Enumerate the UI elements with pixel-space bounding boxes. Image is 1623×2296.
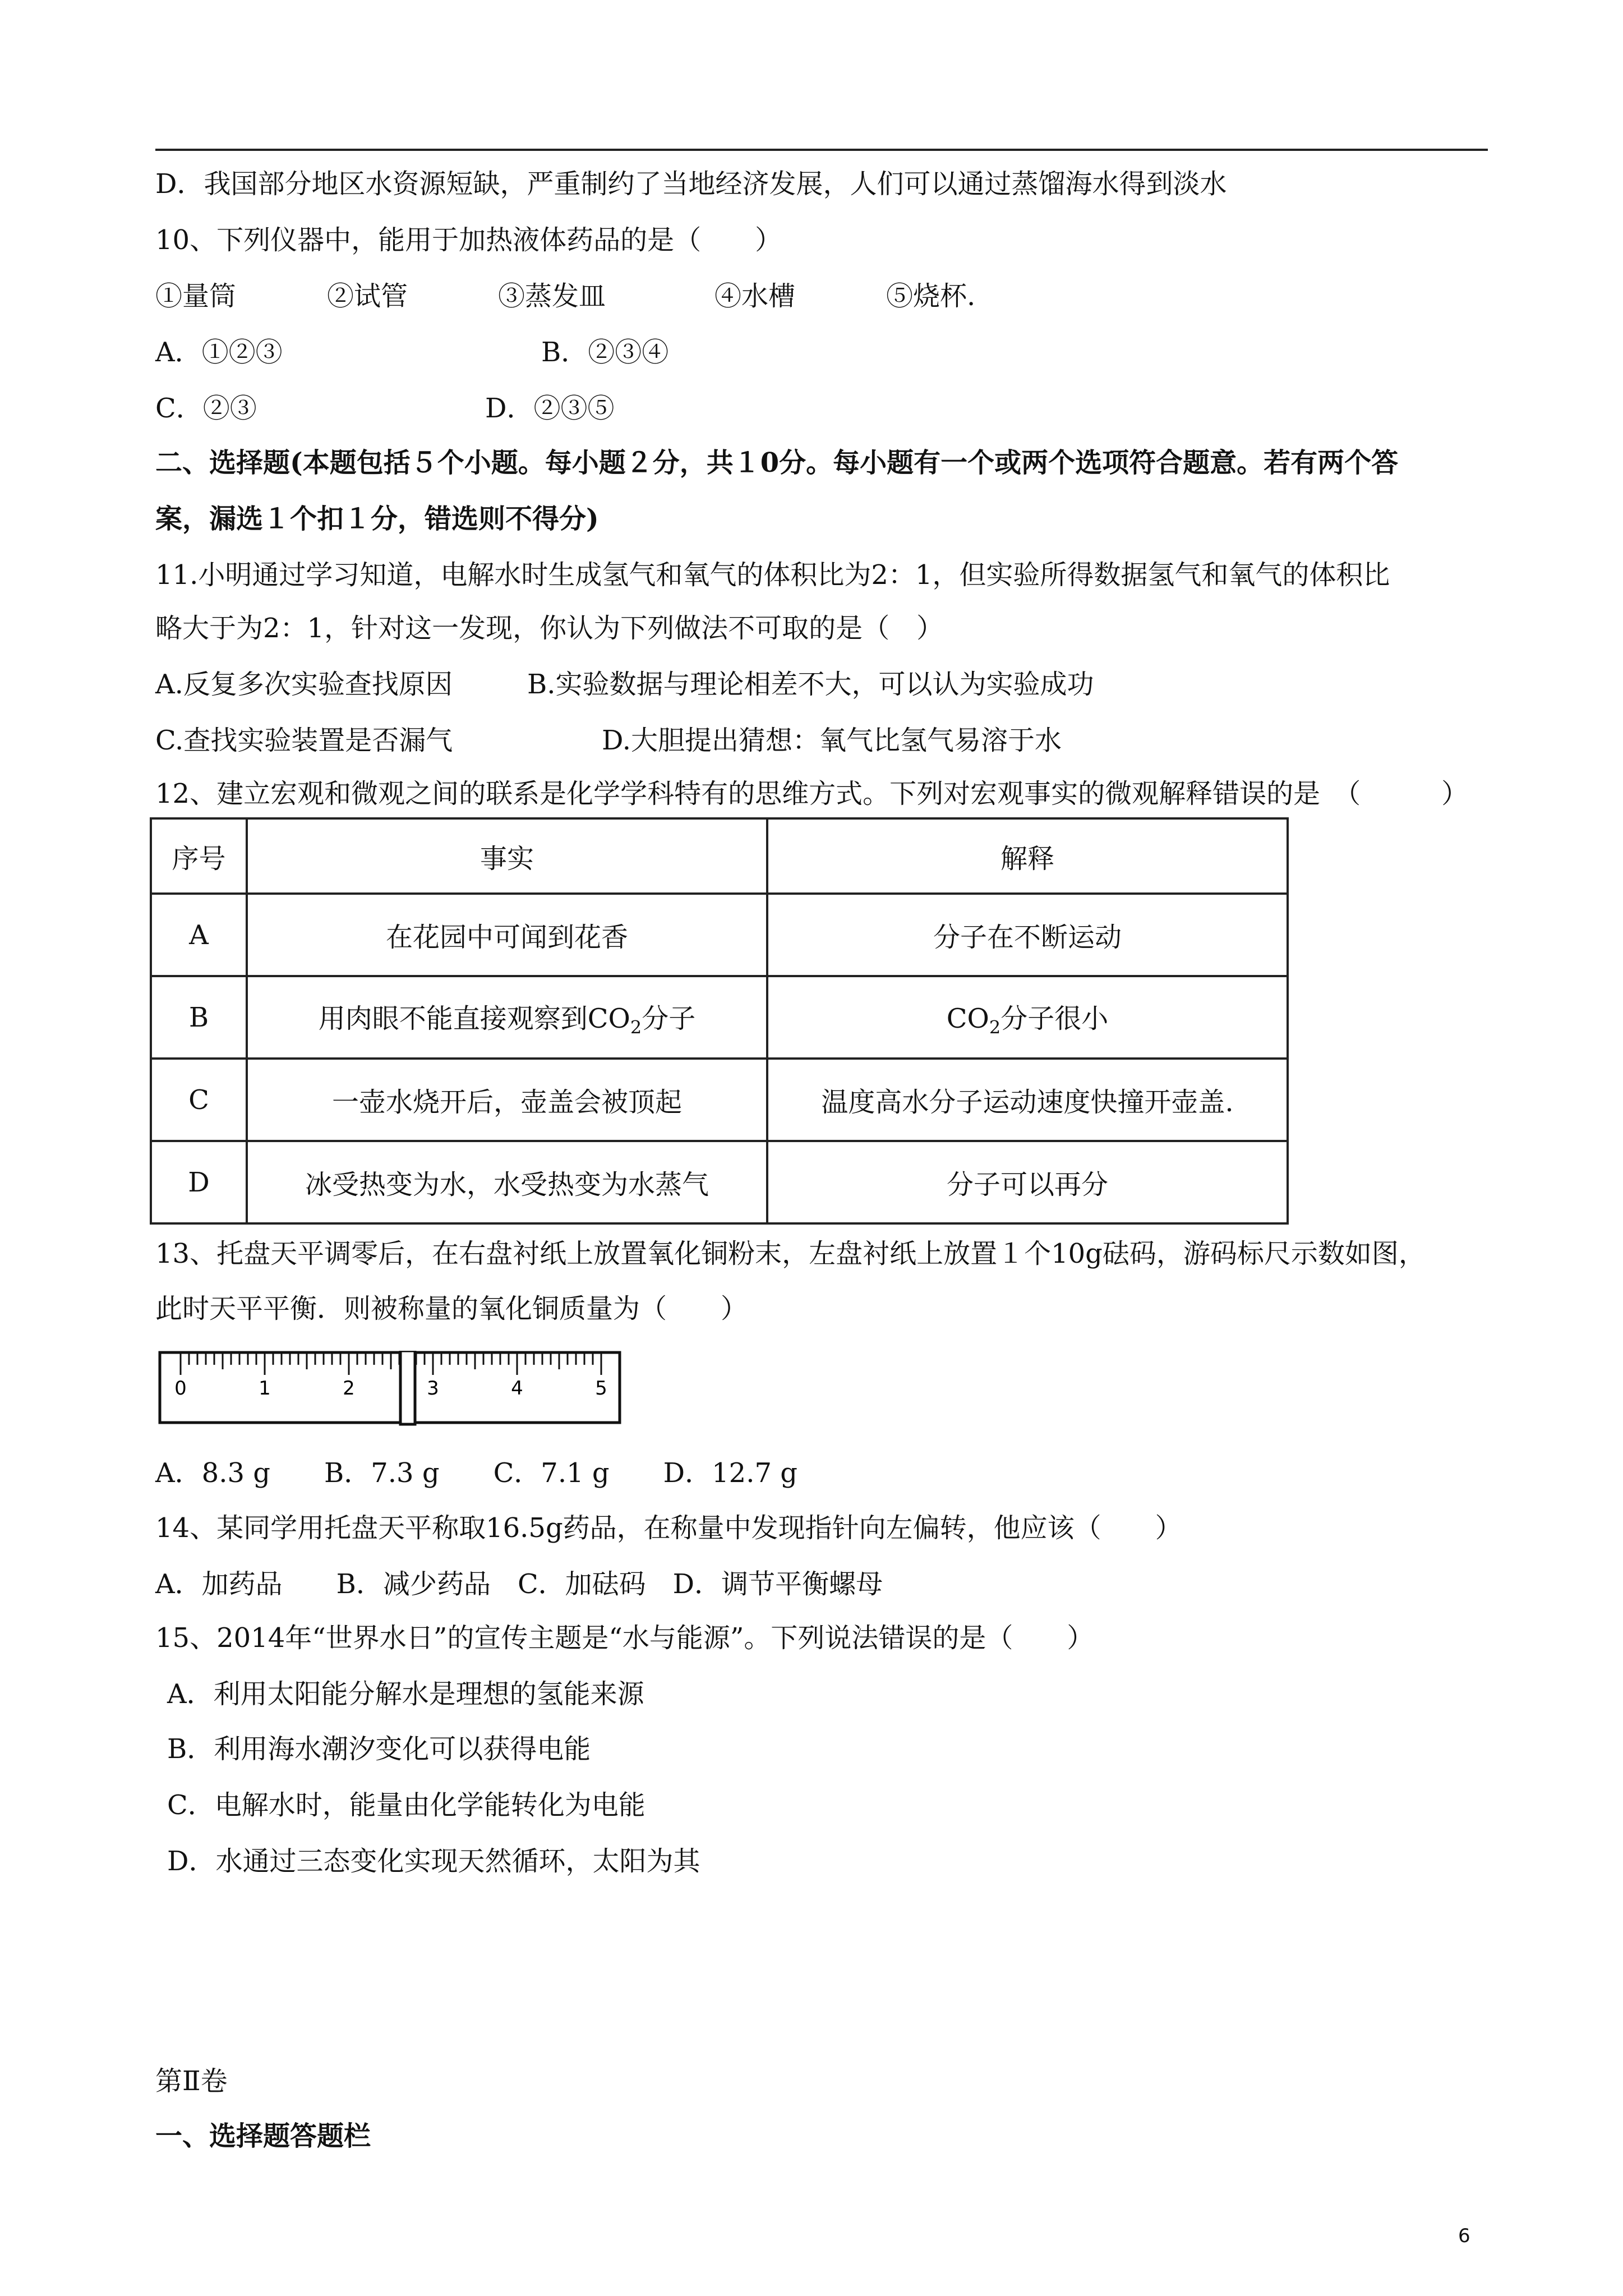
header-explain: 解释	[767, 818, 1288, 894]
q11-option-c: C.查找实验装置是否漏气	[155, 725, 453, 756]
row-a-no: A	[151, 894, 247, 976]
rider-scale-ruler	[158, 1351, 624, 1427]
q15-stem: 15、2014年“世界水日”的宣传主题是“水与能源”。下列说法错误的是（ ）	[155, 1622, 1094, 1654]
page-number: 6	[1458, 2225, 1470, 2247]
q13-options: A．8.3 g B．7.3 g C．7.1 g D．12.7 g	[155, 1457, 797, 1489]
table-row	[151, 976, 1288, 1059]
row-b-fact: 用肉眼不能直接观察到$CO_2$分子	[247, 976, 767, 1059]
header-rule	[155, 149, 1488, 151]
q10-stem: 10、下列仪器中，能用于加热液体药品的是（ ）	[155, 224, 782, 256]
ruler-tick-label: 5	[595, 1377, 607, 1400]
row-b-no: B	[151, 976, 247, 1059]
row-c-explain: 温度高水分子运动速度快撞开壶盖.	[767, 1059, 1288, 1141]
row-a-explain: 分子在不断运动	[767, 894, 1288, 976]
table-row	[151, 1059, 1288, 1141]
q10-item-5: ⑤烧杯.	[886, 280, 976, 312]
q11-stem-line1: 11.小明通过学习知道，电解水时生成氢气和氧气的体积比为2：1，但实验所得数据氢气和氧气的体积比	[155, 559, 1390, 591]
q12-stem: 12、建立宏观和微观之间的联系是化学学科特有的思维方式。下列对宏观事实的微观解释错误的是 （ ）	[155, 778, 1469, 809]
row-d-explain: 分子可以再分	[767, 1141, 1288, 1223]
q10-option-c: C．②③	[155, 393, 257, 424]
table-row	[151, 894, 1288, 976]
row-c-fact: 一壶水烧开后，壶盖会被顶起	[247, 1059, 767, 1141]
q11-option-a: A.反复多次实验查找原因	[155, 669, 453, 700]
q15-option-d: D．水通过三态变化实现天然循环，太阳为其	[167, 1846, 700, 1877]
q10-item-2: ②试管	[327, 280, 408, 312]
row-d-no: D	[151, 1141, 247, 1223]
section2-heading-line1: 二、选择题(本题包括５个小题。每小题２分，共１0分。每小题有一个或两个选项符合题意。若有两个答	[155, 447, 1399, 478]
q10-item-3: ③蒸发皿	[498, 280, 606, 312]
header-no: 序号	[151, 818, 247, 894]
q10-option-a: A．①②③	[155, 337, 283, 368]
ruler-tick-label: 0	[174, 1377, 187, 1400]
section2-heading-line2: 案，漏选１个扣１分，错选则不得分)	[155, 503, 599, 535]
header-fact: 事实	[247, 818, 767, 894]
q15-option-b: B．利用海水潮汐变化可以获得电能	[167, 1733, 591, 1765]
row-b-explain: $CO_2$分子很小	[767, 976, 1288, 1059]
q10-item-1: ①量筒	[155, 280, 237, 312]
row-c-no: C	[151, 1059, 247, 1141]
q10-option-b: B．②③④	[541, 337, 669, 368]
q14-stem: 14、某同学用托盘天平称取16.5g药品，在称量中发现指针向左偏转，他应该（ ）	[155, 1512, 1182, 1544]
row-a-fact: 在花园中可闻到花香	[247, 894, 767, 976]
ruler-rider	[400, 1351, 415, 1424]
q10-item-4: ④水槽	[714, 280, 796, 312]
q15-option-c: C．电解水时，能量由化学能转化为电能	[167, 1789, 645, 1821]
q9-option-d: D．我国部分地区水资源短缺，严重制约了当地经济发展，人们可以通过蒸馏海水得到淡水	[155, 168, 1227, 200]
q11-option-b: B.实验数据与理论相差不大，可以认为实验成功	[527, 669, 1094, 700]
q11-option-d: D.大胆提出猜想：氧气比氢气易溶于水	[602, 725, 1062, 756]
ruler-tick-label: 1	[259, 1377, 271, 1400]
q15-option-a: A．利用太阳能分解水是理想的氢能来源	[167, 1678, 644, 1710]
part2-section-heading: 一、选择题答题栏	[155, 2120, 371, 2152]
q10-option-d: D．②③⑤	[485, 393, 615, 424]
table-row	[151, 1141, 1288, 1223]
q13-stem-line1: 13、托盘天平调零后，在右盘衬纸上放置氧化铜粉末，左盘衬纸上放置１个10g砝码，游码标尺示数如图，	[155, 1238, 1426, 1269]
table-header-row	[151, 818, 1288, 894]
q14-options: A．加药品 B．减少药品 C．加砝码 D．调节平衡螺母	[155, 1568, 883, 1600]
ruler-tick-label: 3	[427, 1377, 439, 1400]
row-d-fact: 冰受热变为水，水受热变为水蒸气	[247, 1141, 767, 1223]
ruler-tick-label: 2	[343, 1377, 355, 1400]
q13-stem-line2: 此时天平平衡．则被称量的氧化铜质量为（ ）	[155, 1293, 748, 1324]
q11-stem-line2: 略大于为2：1，针对这一发现，你认为下列做法不可取的是（ ）	[155, 613, 944, 644]
q12-table	[150, 817, 1289, 1225]
ruler-tick-label: 4	[511, 1377, 523, 1400]
part2-title: 第Ⅱ卷	[155, 2065, 228, 2097]
